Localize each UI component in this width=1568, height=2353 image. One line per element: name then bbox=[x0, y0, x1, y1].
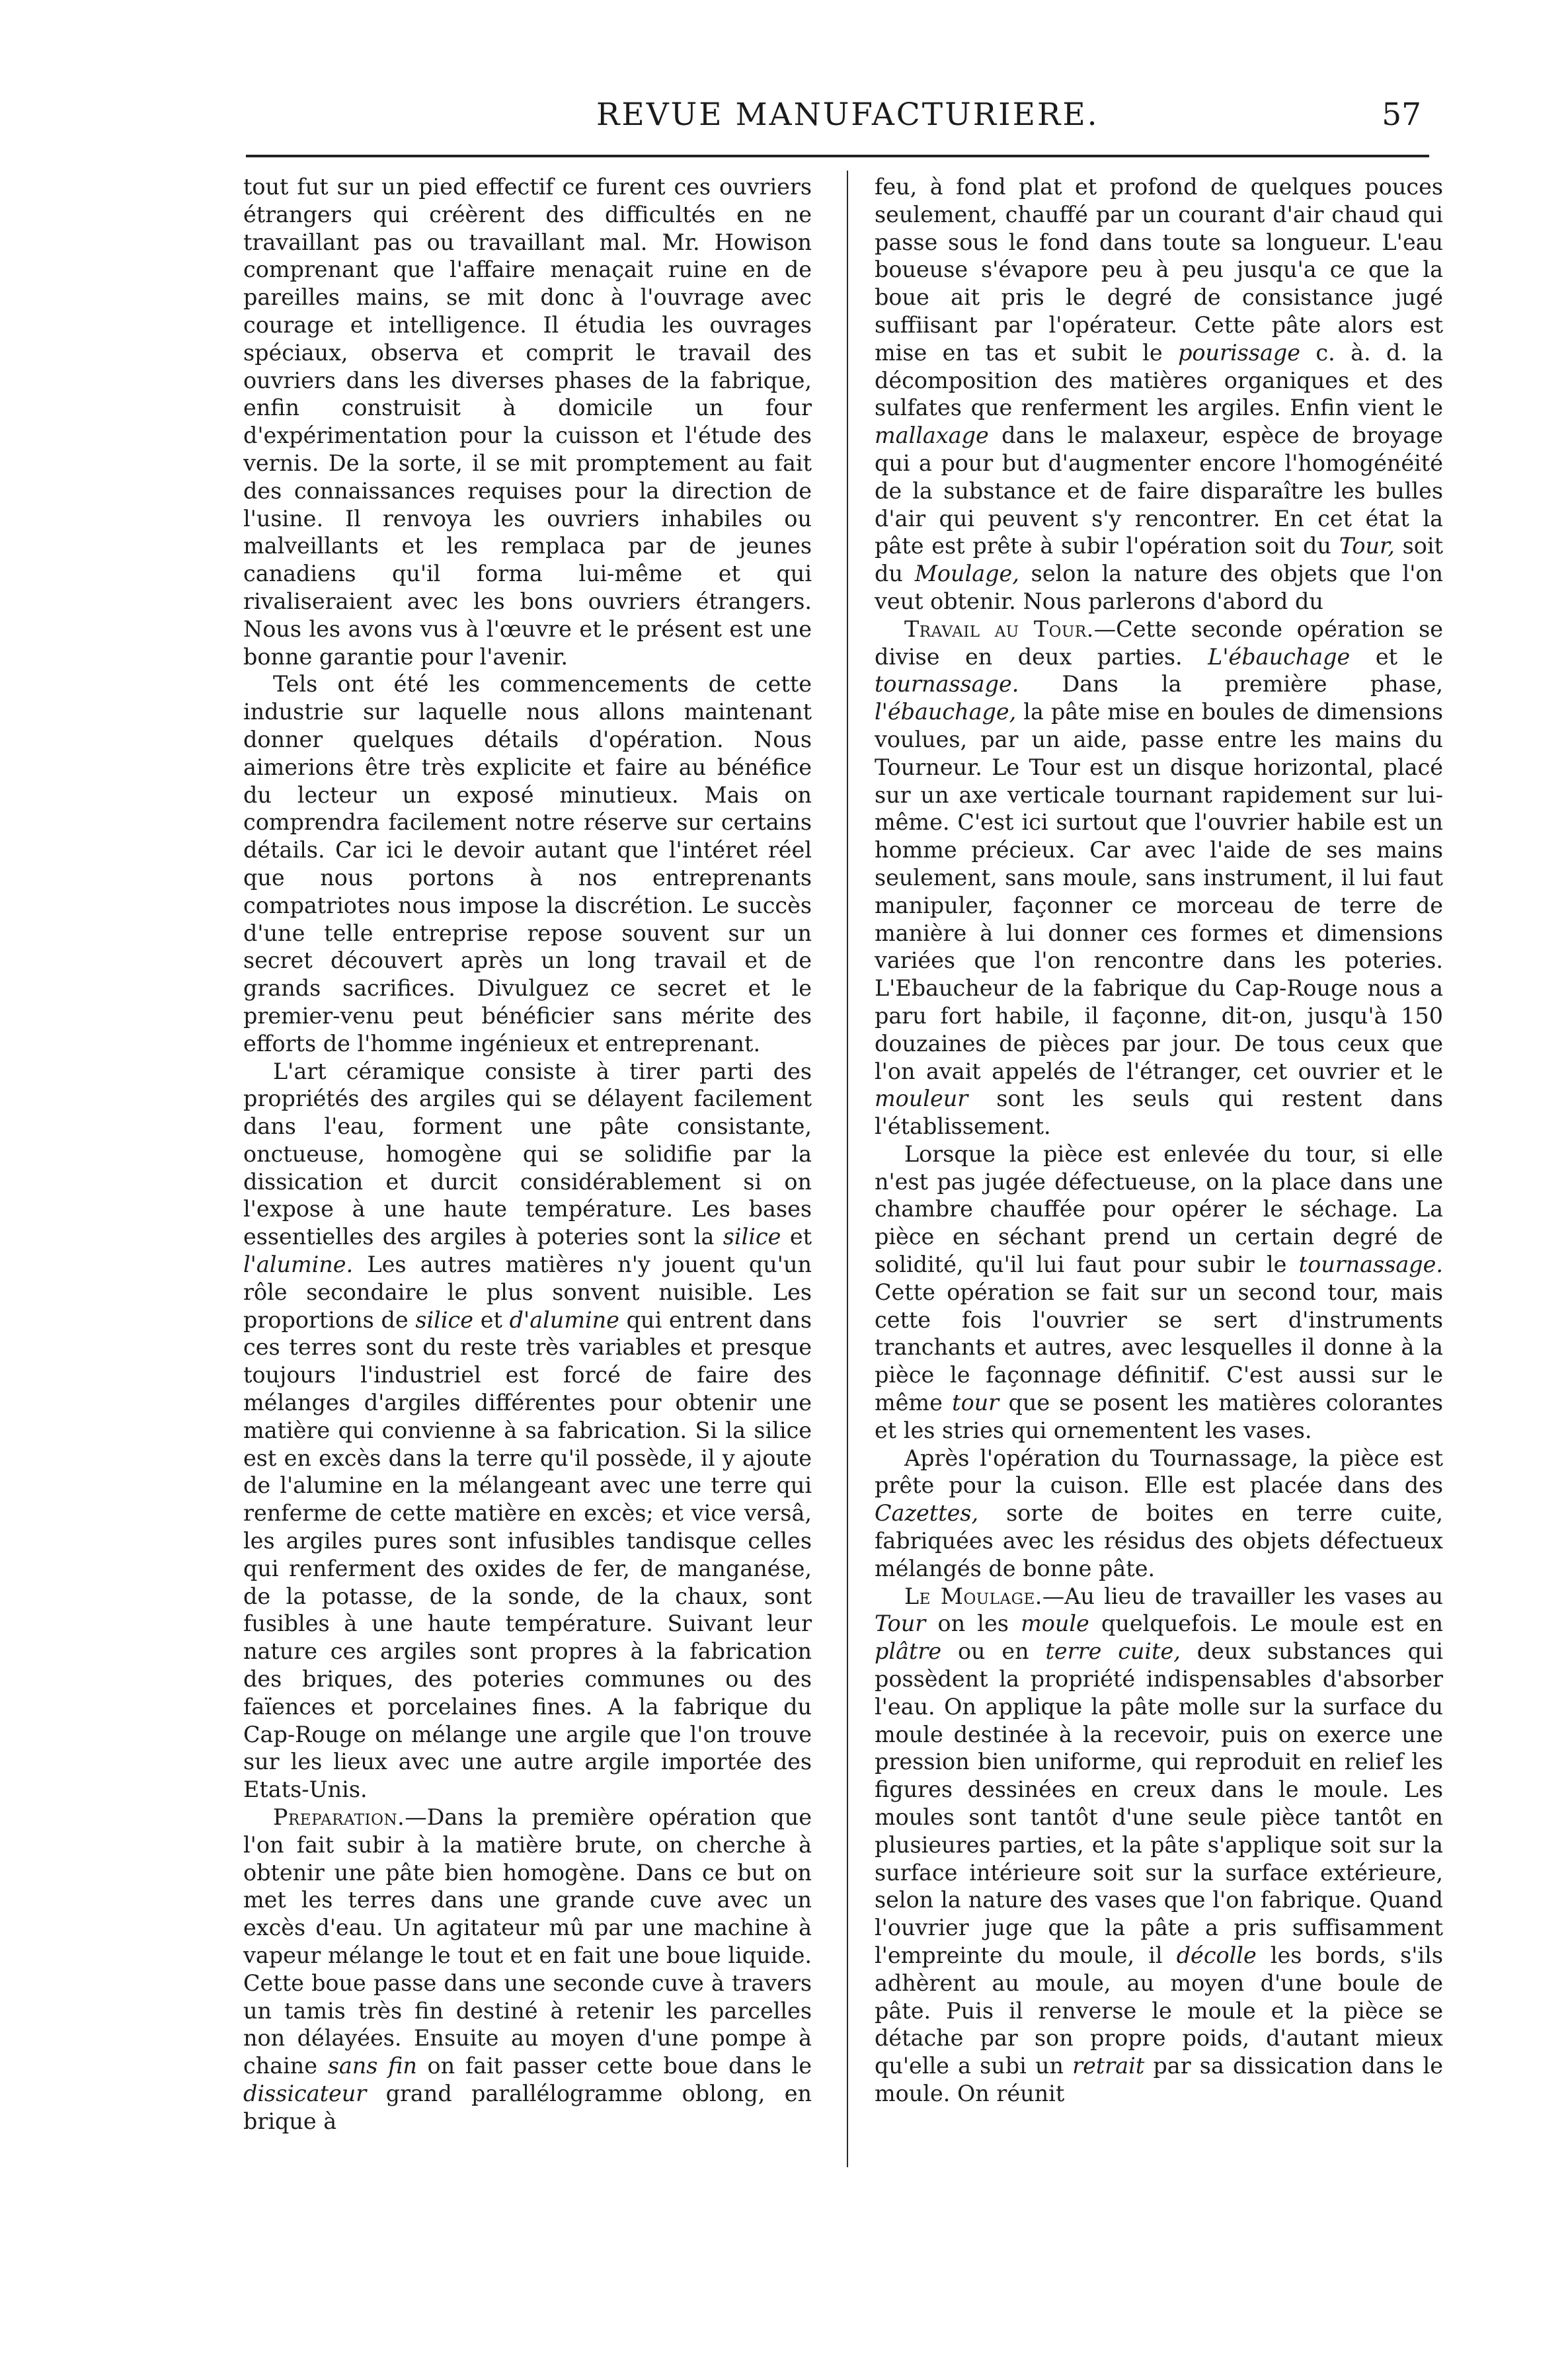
left-column bbox=[243, 173, 812, 2135]
paragraph: Preparation.—Dans la première opération que l'on fait subir à la matière brute, on cherche à obtenir une pâte bien homogène. Dans ce but on met les terres dans une grande cuve avec un excès d'eau. Un agitateur mû par une machine à vapeur mélange le tout et en fait une boue liquide. Cette boue passe dans une seconde cuve à travers un tamis très fin destiné à retenir les parcelles non délayées. Ensuite au moyen d'une pompe à chaine sans fin on fait passer cette boue dans le dissicateur grand parallélogramme oblong, en brique à bbox=[243, 1804, 812, 2134]
section-heading: Le Moulage. bbox=[904, 1583, 1042, 1609]
page-header bbox=[246, 91, 1429, 157]
page-number: 57 bbox=[1382, 97, 1421, 133]
paragraph: Le Moulage.—Au lieu de travailler les vases au Tour on les moule quelquefois. Le moule est en plâtre ou en terre cuite, deux substances qui possèdent la propriété indispensables d'absorber l'eau. On applique la pâte molle sur la surface du moule destinée à la recevoir, puis on exerce une pression bien uniforme, qui reproduit en relief les figures dessinées en creux dans le moule. Les moules sont tantôt d'une seule pièce tantôt en plusieures parties, et la pâte s'applique soit sur la surface intérieure soit sur la surface extérieure, selon la nature des vases que l'on fabrique. Quand l'ouvrier juge que la pâte a pris suffisamment l'empreinte du moule, il décolle les bords, s'ils adhèrent au moule, au moyen d'une boule de pâte. Puis il renverse le moule et la pièce se détache par son propre poids, d'autant mieux qu'elle a subi un retrait par sa dissication dans le moule. On réunit bbox=[875, 1583, 1444, 2106]
paragraph: Travail au Tour.—Cette seconde opération se divise en deux parties. L'ébauchage et le tournassage. Dans la première phase, l'ébauchage, la pâte mise en boules de dimensions voulues, par un aide, passe entre les mains du Tourneur. Le Tour est un disque horizontal, placé sur un axe verticale tournant rapidement sur lui-même. C'est ici surtout que l'ouvrier habile est un homme précieux. Car avec l'aide de ses mains seulement, sans moule, sans instrument, il lui faut manipuler, façonner ce morceau de terre de manière à lui donner ces formes et dimensions variées que l'on rencontre dans les poteries. L'Ebaucheur de la fabrique du Cap-Rouge nous a paru fort habile, il façonne, dit-on, jusqu'à 150 douzaines de pièces par jour. De tous ceux que l'on avait appelés de l'étranger, cet ouvrier et le mouleur sont les seuls qui restent dans l'établissement. bbox=[875, 616, 1443, 1140]
paragraph: Lorsque la pièce est enlevée du tour, si elle n'est pas jugée défectueuse, on la place dans une chambre chauffée pour opérer le séchage. La pièce en séchant prend un certain degré de solidité, qu'il lui faut pour subir le tournassage. Cette opération se fait sur un second tour, mais cette fois l'ouvrier se sert d'instruments tranchants et autres, avec lesquelles il donne à la pièce le façonnage définitif. C'est aussi sur le même tour que se posent les matières colorantes et les stries qui ornementent les vases. bbox=[875, 1140, 1443, 1443]
paragraph: feu, à fond plat et profond de quelques pouces seulement, chauffé par un courant d'air chaud qui passe sous le fond dans toute sa longueur. L'eau boueuse s'évapore peu à peu jusqu'a ce que la boue ait pris le degré de consistance jugé suffiisant par l'opérateur. Cette pâte alors est mise en tas et subit le pourissage c. à. d. la décomposition des matières organiques et des sulfates que renferment les argiles. Enfin vient le mallaxage dans le malaxeur, espèce de broyage qui a pour but d'augmenter encore l'homogénéité de la substance et de faire disparaître les bulles d'air qui peuvent s'y rencontrer. En cet état la pâte est prête à subir l'opération soit du Tour, soit du Moulage, selon la nature des objets que l'on veut obtenir. Nous parlerons d'abord du bbox=[875, 174, 1443, 614]
paragraph: Tels ont été les commencements de cette industrie sur laquelle nous allons maintenant donner quelques détails d'opération. Nous aimerions être très explicite et faire au bénéfice du lecteur un exposé minutieux. Mais on comprendra facilement notre réserve sur certains détails. Car ici le devoir autant que l'intéret réel que nous portons à nos entreprenants compatriotes nous impose la discrétion. Le succès d'une telle entreprise repose souvent sur un secret découvert après un long travail et de grands sacrifices. Divulguez ce secret et le premier-venu peut bénéficier sans mérite des efforts de l'homme ingénieux et entreprenant. bbox=[243, 671, 812, 1057]
paragraph: tout fut sur un pied effectif ce furent ces ouvriers étrangers qui créèrent des difficultés en ne travaillant pas ou travaillant mal. Mr. Howison comprenant que l'affaire menaçait ruine en de pareilles mains, se mit donc à l'ouvrage avec courage et intelligence. Il étudia les ouvrages spéciaux, observa et comprit le travail des ouvriers dans les diverses phases de la fabrique, enfin construisit à domicile un four d'expérimentation pour la cuisson et l'étude des vernis. De la sorte, il se mit promptement au fait des connaissances requises pour la direction de l'usine. Il renvoya les ouvriers inhabiles ou malveillants et les remplaca par de jeunes canadiens qu'il forma lui-même et qui rivaliseraient avec les bons ouvriers étrangers. Nous les avons vus à l'œuvre et le présent est une bonne garantie pour l'avenir. bbox=[243, 174, 812, 670]
running-title: REVUE MANUFACTURIERE. bbox=[596, 97, 1099, 133]
right-column bbox=[875, 173, 1443, 2108]
paragraph: Après l'opération du Tournassage, la pièce est prête pour la cuison. Elle est placée dans des Cazettes, sorte de boites en terre cuite, fabriquées avec les résidus des objets défectueux mélangés de bonne pâte. bbox=[875, 1445, 1443, 1581]
section-heading: Preparation. bbox=[273, 1804, 405, 1831]
section-heading: Travail au Tour. bbox=[904, 616, 1094, 642]
paragraph: L'art céramique consiste à tirer parti des propriétés des argiles qui se délayent facilement dans l'eau, forment une pâte consistante, onctueuse, homogène qui se solidifie par la dissication et durcit considérablement si on l'expose à une haute température. Les bases essentielles des argiles à poteries sont la silice et l'alumine. Les autres matières n'y jouent qu'un rôle secondaire le plus sonvent nuisible. Les proportions de silice et d'alumine qui entrent dans ces terres sont du reste très variables et presque toujours l'industriel est forcé de faire des mélanges d'argiles différentes pour obtenir une matière qui convienne à sa fabrication. Si la silice est en excès dans la terre qu'il possède, il y ajoute de l'alumine en la mélangeant avec une terre qui renferme de cette matière en excès; et vice versâ, les argiles pures sont infusibles tandisque celles qui renferment des oxides de fer, de manganése, de la potasse, de la sonde, de la chaux, sont fusibles à une haute température. Suivant leur nature ces argiles sont propres à la fabrication des briques, des poteries communes ou des faïences et porcelaines fines. A la fabrique du Cap-Rouge on mélange une argile que l'on trouve sur les lieux avec une autre argile importée des Etats-Unis. bbox=[243, 1058, 812, 1803]
column-divider bbox=[847, 171, 848, 2167]
